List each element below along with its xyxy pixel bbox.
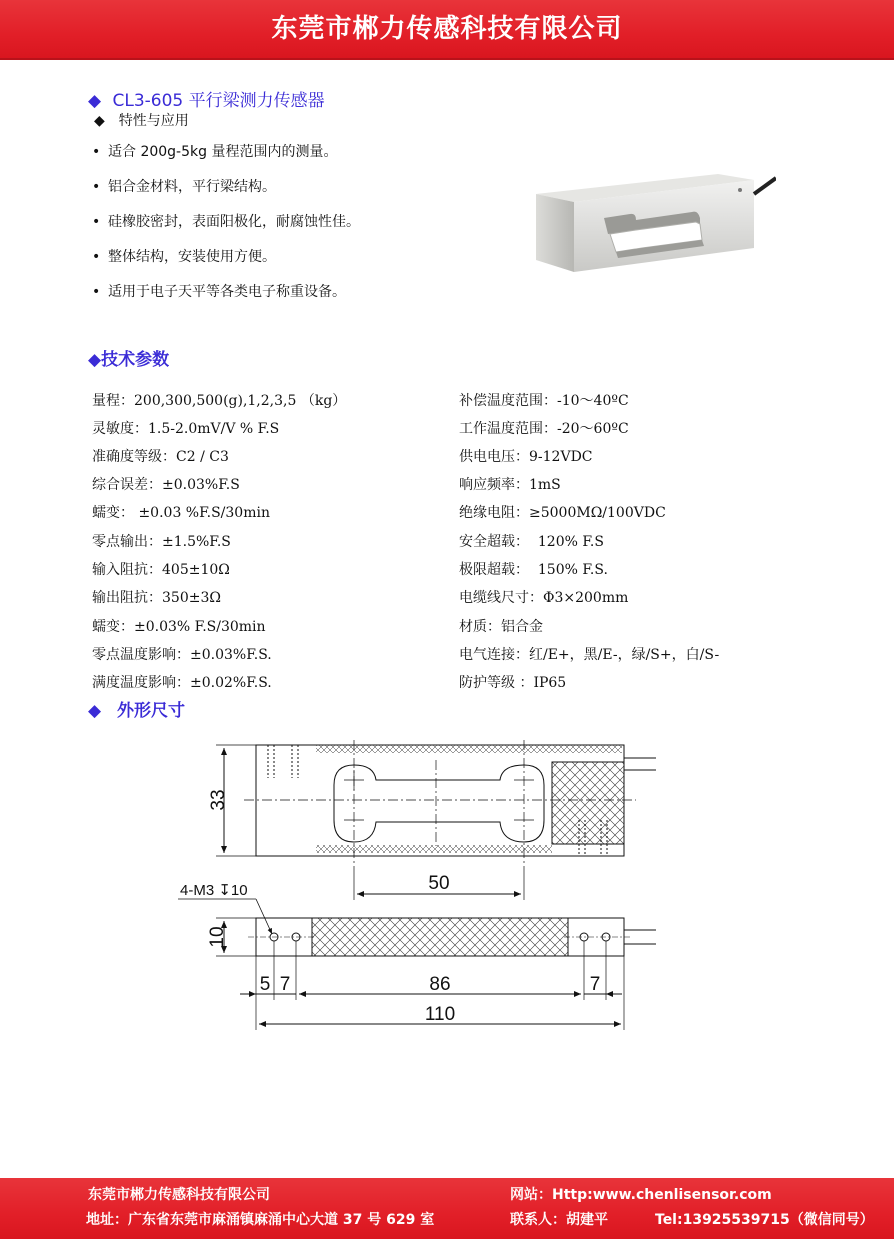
product-title-row [88, 86, 325, 111]
spec-label: 零点输出： [92, 534, 162, 550]
spec-label: 材质： [459, 619, 501, 635]
spec-value: C2 / C3 [176, 449, 229, 465]
dim-thickness-label: 10 [207, 926, 228, 948]
feature-item [92, 141, 337, 161]
footer-phone: Tel:13925539715（微信同号） [655, 1212, 874, 1228]
spec-row [92, 474, 240, 494]
footer-bar [0, 1178, 894, 1239]
spec-row [92, 616, 266, 636]
spec-value: ±0.03% F.S/30min [134, 619, 266, 635]
spec-row [92, 446, 229, 466]
diamond-icon: ◆ [94, 113, 105, 129]
dim-edge-right: 7 [589, 974, 601, 995]
features-heading: 特性与应用 [118, 113, 189, 129]
dimensions-heading-row [88, 696, 185, 721]
spec-value: 红/E+，黑/E-，绿/S+，白/S- [529, 647, 720, 663]
spec-label: 电气连接： [459, 647, 529, 663]
dim-middle-label: 86 [429, 974, 451, 995]
product-title: CL3-605 平行梁测力传感器 [112, 91, 325, 111]
spec-row [92, 672, 272, 692]
features-heading-row [94, 110, 189, 130]
feature-item [92, 246, 276, 266]
feature-item [92, 281, 346, 301]
spec-row [459, 531, 604, 551]
spec-label: 响应频率： [459, 477, 529, 493]
bullet-icon: • [92, 214, 101, 230]
spec-value: Φ3×200mm [543, 590, 629, 606]
footer-website[interactable]: 网站：Http:www.chenlisensor.com [510, 1187, 772, 1203]
footer-company: 东莞市郴力传感科技有限公司 [88, 1187, 270, 1203]
spec-value: IP65 [533, 675, 567, 691]
spec-value: ±0.03%F.S. [190, 647, 272, 663]
company-title: 东莞市郴力传感科技有限公司 [271, 14, 623, 44]
dim-height-label: 33 [208, 789, 229, 811]
spec-label: 供电电压： [459, 449, 529, 465]
spec-value: -20～60ºC [557, 421, 629, 437]
spec-label: 零点温度影响： [92, 647, 190, 663]
spec-row [459, 616, 543, 636]
dimensions-heading: 外形尺寸 [117, 701, 185, 721]
footer-address: 地址：广东省东莞市麻涌镇麻涌中心大道 37 号 629 室 [86, 1212, 435, 1228]
spec-row [92, 587, 221, 607]
header-bar [0, 0, 894, 60]
dim-edge-left-a: 5 [259, 974, 271, 995]
spec-row [459, 559, 608, 579]
spec-value: 350±3Ω [162, 590, 221, 606]
spec-row [459, 418, 629, 438]
bullet-icon: • [92, 144, 101, 160]
spec-label: 蠕变： [92, 505, 134, 521]
spec-row [459, 644, 719, 664]
spec-row [459, 502, 666, 522]
feature-text: 整体结构，安装使用方便。 [108, 249, 276, 265]
dim-edge-left-b: 7 [279, 974, 291, 995]
feature-item [92, 176, 276, 196]
spec-label: 补偿温度范围： [459, 393, 557, 409]
spec-row [459, 672, 566, 692]
spec-label: 极限超载： [459, 562, 529, 578]
spec-value: ±0.03%F.S [162, 477, 240, 493]
spec-value: 200,300,500(g),1,2,3,5 （kg） [134, 393, 347, 409]
spec-label: 工作温度范围： [459, 421, 557, 437]
load-cell-photo [518, 160, 776, 288]
spec-value: -10～40ºC [557, 393, 629, 409]
feature-text: 硅橡胶密封，表面阳极化，耐腐蚀性佳。 [108, 214, 360, 230]
spec-row [92, 559, 230, 579]
spec-value: 铝合金 [501, 619, 543, 635]
diamond-icon: ◆ [88, 701, 102, 721]
bullet-icon: • [92, 179, 101, 195]
dim-pitch-label: 50 [428, 873, 450, 894]
spec-value: ±1.5%F.S [162, 534, 231, 550]
spec-row [459, 390, 629, 410]
spec-row [92, 390, 346, 410]
spec-label: 满度温度影响： [92, 675, 190, 691]
spec-label: 准确度等级： [92, 449, 176, 465]
spec-value: 405±10Ω [162, 562, 230, 578]
spec-row [92, 644, 272, 664]
spec-value: ±0.02%F.S. [190, 675, 272, 691]
spec-label: 灵敏度： [92, 421, 148, 437]
spec-value: 1mS [529, 477, 561, 493]
spec-value: ±0.03 %F.S/30min [134, 505, 270, 521]
feature-text: 适合 200g-5kg 量程范围内的测量。 [108, 144, 338, 160]
spec-label: 输出阻抗： [92, 590, 162, 606]
specs-heading: ◆技术参数 [88, 350, 170, 370]
diamond-icon: ◆ [88, 91, 102, 111]
spec-label: 输入阻抗： [92, 562, 162, 578]
bullet-icon: • [92, 284, 101, 300]
spec-label: 绝缘电阻： [459, 505, 529, 521]
spec-value: 9-12VDC [529, 449, 593, 465]
thread-callout: 4-M3 ↧10 [180, 882, 248, 899]
spec-row [92, 531, 231, 551]
spec-row [92, 502, 270, 522]
footer-contact: 联系人：胡建平 [510, 1212, 608, 1228]
spec-value: 1.5-2.0mV/V % F.S [148, 421, 280, 437]
spec-value: 120% F.S [529, 534, 604, 550]
spec-value: 150% F.S. [529, 562, 608, 578]
spec-label: 综合误差： [92, 477, 162, 493]
bullet-icon: • [92, 249, 101, 265]
spec-row [92, 418, 279, 438]
spec-label: 安全超载： [459, 534, 529, 550]
spec-label: 量程： [92, 393, 134, 409]
feature-text: 适用于电子天平等各类电子称重设备。 [108, 284, 346, 300]
dimension-drawing [170, 730, 670, 1030]
spec-label: 电缆线尺寸： [459, 590, 543, 606]
feature-item [92, 211, 360, 231]
spec-label: 防护等级 ： [459, 675, 534, 691]
spec-row [459, 587, 628, 607]
dim-length-label: 110 [424, 1004, 456, 1025]
spec-value: ≥5000MΩ/100VDC [529, 505, 666, 521]
spec-row [459, 474, 561, 494]
spec-row [459, 446, 593, 466]
spec-label: 蠕变： [92, 619, 134, 635]
feature-text: 铝合金材料，平行梁结构。 [108, 179, 276, 195]
